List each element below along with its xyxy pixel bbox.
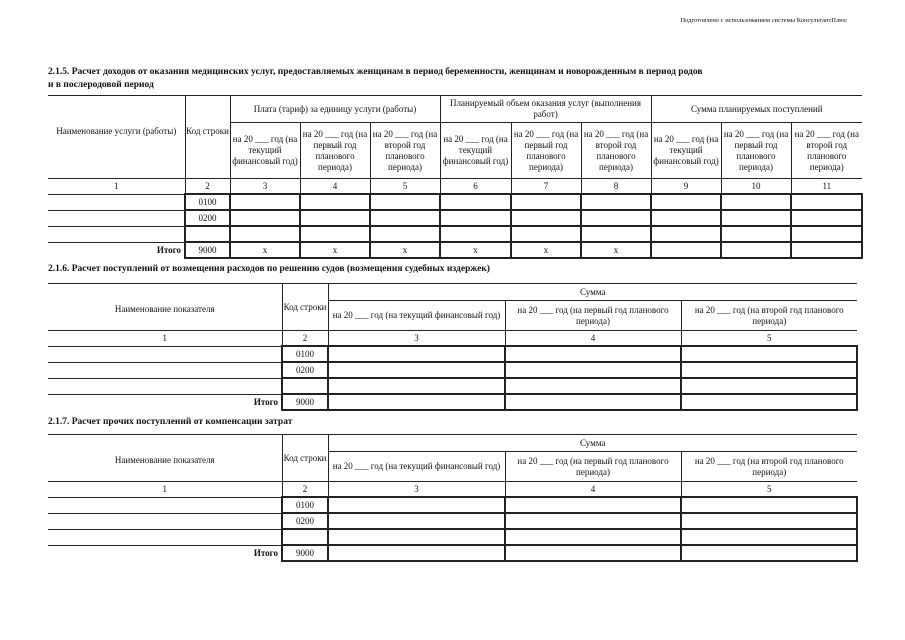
period-header: на 20 ___ год (на первый год планового периода) <box>505 452 681 482</box>
period-header: на 20 ___ год (на текущий финансовый год) <box>651 123 721 179</box>
col-number: 4 <box>505 482 681 498</box>
period-header: на 20 ___ год (на текущий финансовый год) <box>440 123 511 179</box>
col-number: 3 <box>328 482 505 498</box>
total-code: 9000 <box>282 394 328 410</box>
section-215-title: 2.1.5. Расчет доходов от оказания медицинских услуг, предоставляемых женщинам в период беременности, женщинам и новорожденным в период родов и в послеродовой период <box>48 67 703 90</box>
total-row <box>48 394 857 410</box>
period-header: на 20 ___ год (на первый год планового периода) <box>511 123 581 179</box>
col-number: 10 <box>721 179 791 195</box>
col-number: 5 <box>681 482 857 498</box>
group-header-sum: Сумма <box>328 435 857 452</box>
x-mark: x <box>581 242 651 258</box>
table-row <box>48 378 857 394</box>
period-header: на 20 ___ год (на второй год планового периода) <box>681 452 857 482</box>
header-note: Подготовлено с использованием системы КонсультантПлюс <box>680 17 847 24</box>
table-row <box>48 513 857 529</box>
col-number: 4 <box>300 179 370 195</box>
period-header: на 20 ___ год (на первый год планового периода) <box>300 123 370 179</box>
section-217-title: 2.1.7. Расчет прочих поступлений от компенсации затрат <box>48 417 293 427</box>
section-216-title: 2.1.6. Расчет поступлений от возмещения расходов по решению судов (возмещения судебных издержек) <box>48 264 490 274</box>
col-number: 1 <box>48 482 282 498</box>
table-216 <box>48 283 858 411</box>
period-header: на 20 ___ год (на первый год планового периода) <box>505 301 681 331</box>
total-row <box>48 545 857 561</box>
col-number: 3 <box>328 331 505 347</box>
row-code: 0100 <box>282 346 328 362</box>
col-number: 3 <box>230 179 300 195</box>
col-number: 8 <box>581 179 651 195</box>
period-header: на 20 ___ год (на текущий финансовый год) <box>328 301 505 331</box>
col-number: 4 <box>505 331 681 347</box>
col-number: 5 <box>681 331 857 347</box>
col-number: 2 <box>282 331 328 347</box>
col-number: 2 <box>185 179 230 195</box>
x-mark: x <box>440 242 511 258</box>
table-row <box>48 194 862 210</box>
table-row <box>48 346 857 362</box>
row-code <box>282 378 328 394</box>
x-mark: x <box>300 242 370 258</box>
total-code: 9000 <box>185 242 230 258</box>
row-code <box>282 529 328 545</box>
table-row <box>48 362 857 378</box>
total-label: Итого <box>48 394 282 410</box>
row-code: 0100 <box>185 194 230 210</box>
table-row <box>48 497 857 513</box>
col-number: 6 <box>440 179 511 195</box>
col-number: 5 <box>370 179 440 195</box>
period-header: на 20 ___ год (на второй год планового периода) <box>681 301 857 331</box>
table-217 <box>48 434 858 562</box>
col-header-code: Код строки <box>185 96 230 179</box>
period-header: на 20 ___ год (на текущий финансовый год) <box>230 123 300 179</box>
col-number: 7 <box>511 179 581 195</box>
group-header-sum: Сумма планируемых поступлений <box>651 96 862 123</box>
row-code <box>185 226 230 242</box>
table-row <box>48 529 857 545</box>
col-header-name: Наименование показателя <box>48 284 282 331</box>
period-header: на 20 ___ год (на второй год планового периода) <box>581 123 651 179</box>
total-code: 9000 <box>282 545 328 561</box>
total-label: Итого <box>48 545 282 561</box>
col-number: 9 <box>651 179 721 195</box>
total-label: Итого <box>48 242 185 258</box>
period-header: на 20 ___ год (на второй год планового периода) <box>370 123 440 179</box>
table-row <box>48 210 862 226</box>
total-row <box>48 242 862 258</box>
group-header-tariff: Плата (тариф) за единицу услуги (работы) <box>230 96 440 123</box>
row-code: 0100 <box>282 497 328 513</box>
col-header-code: Код строки <box>282 435 328 482</box>
period-header: на 20 ___ год (на второй год планового периода) <box>791 123 862 179</box>
x-mark: x <box>230 242 300 258</box>
group-header-volume: Планируемый объем оказания услуг (выполнения работ) <box>440 96 651 123</box>
group-header-sum: Сумма <box>328 284 857 301</box>
period-header: на 20 ___ год (на первый год планового периода) <box>721 123 791 179</box>
col-number: 2 <box>282 482 328 498</box>
col-number: 1 <box>48 179 185 195</box>
col-number: 1 <box>48 331 282 347</box>
col-number: 11 <box>791 179 862 195</box>
row-code: 0200 <box>282 513 328 529</box>
row-code: 0200 <box>185 210 230 226</box>
row-code: 0200 <box>282 362 328 378</box>
x-mark: x <box>511 242 581 258</box>
x-mark: x <box>370 242 440 258</box>
table-215 <box>48 95 863 259</box>
col-header-name: Наименование услуги (работы) <box>48 96 185 179</box>
col-header-name: Наименование показателя <box>48 435 282 482</box>
period-header: на 20 ___ год (на текущий финансовый год) <box>328 452 505 482</box>
table-row <box>48 226 862 242</box>
col-header-code: Код строки <box>282 284 328 331</box>
